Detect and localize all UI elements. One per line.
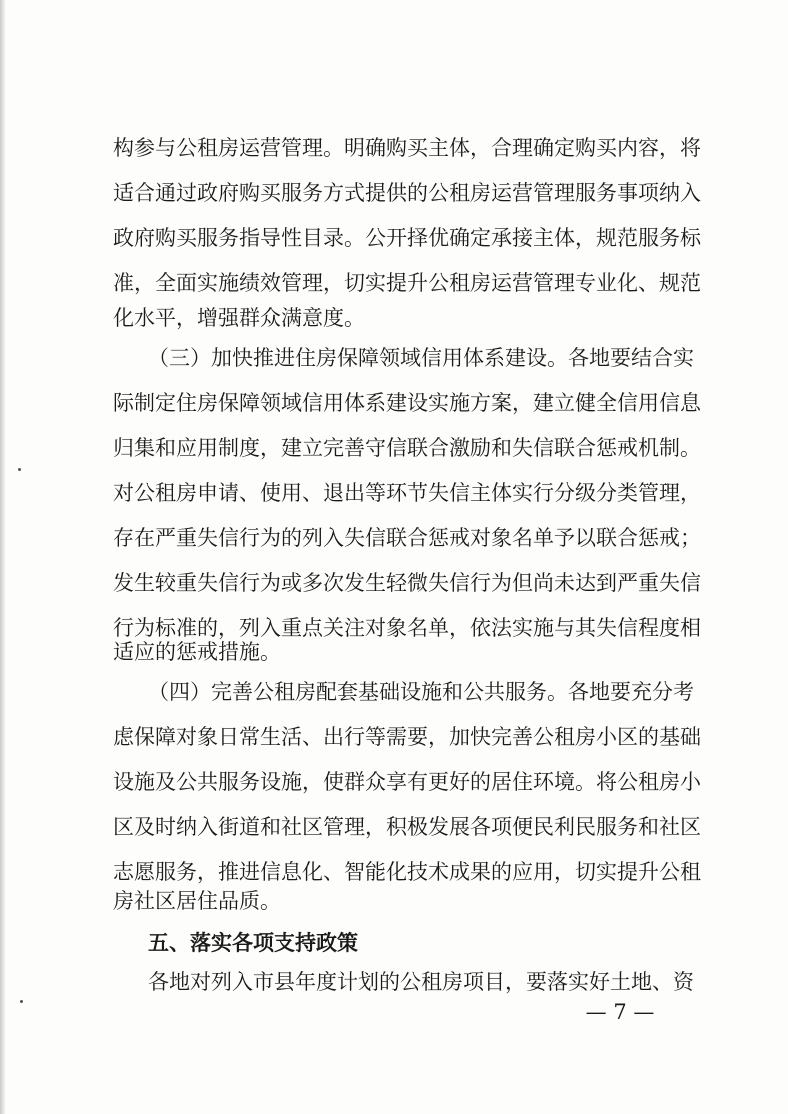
body-line-18: 志愿服务，推进信息化、智能化技术成果的应用，切实提升公租 <box>113 860 701 884</box>
body-line-6: （三）加快推进住房保障领域信用体系建设。各地要结合实 <box>148 346 694 370</box>
body-line-17: 区及时纳入街道和社区管理，积极发展各项便民利民服务和社区 <box>113 815 701 839</box>
body-line-2: 适合通过政府购买服务方式提供的公租房运营管理服务事项纳入 <box>113 181 701 205</box>
body-line-4: 准，全面实施绩效管理，切实提升公租房运营管理专业化、规范 <box>113 271 701 295</box>
body-line-10: 存在严重失信行为的列入失信联合惩戒对象名单予以联合惩戒； <box>113 526 701 550</box>
body-line-5: 化水平，增强群众满意度。 <box>113 306 365 330</box>
body-line-12: 行为标准的，列入重点关注对象名单，依法实施与其失信程度相 <box>113 616 701 640</box>
body-line-15: 虑保障对象日常生活、出行等需要，加快完善公租房小区的基础 <box>113 725 701 749</box>
body-line-7: 际制定住房保障领域信用体系建设实施方案，建立健全信用信息 <box>113 391 701 415</box>
page-number: — 7 — <box>585 1000 655 1024</box>
scan-speck <box>20 1000 23 1003</box>
body-line-16: 设施及公共服务设施，使群众享有更好的居住环境。将公租房小 <box>113 770 701 794</box>
scan-edge-shadow <box>0 0 6 1114</box>
body-line-11: 发生较重失信行为或多次发生轻微失信行为但尚未达到严重失信 <box>113 571 701 595</box>
section-heading: 五、落实各项支持政策 <box>148 931 358 955</box>
body-line-3: 政府购买服务指导性目录。公开择优确定承接主体，规范服务标 <box>113 226 701 250</box>
body-line-14: （四）完善公租房配套基础设施和公共服务。各地要充分考 <box>148 680 694 704</box>
body-line-9: 对公租房申请、使用、退出等环节失信主体实行分级分类管理， <box>113 481 701 505</box>
body-line-19: 房社区居住品质。 <box>113 889 281 913</box>
body-line-20: 各地对列入市县年度计划的公租房项目，要落实好土地、资 <box>148 970 694 994</box>
body-line-13: 适应的惩戒措施。 <box>113 640 281 664</box>
body-line-8: 归集和应用制度，建立完善守信联合激励和失信联合惩戒机制。 <box>113 436 701 460</box>
body-line-1: 构参与公租房运营管理。明确购买主体，合理确定购买内容，将 <box>113 136 701 160</box>
scan-speck <box>18 468 21 471</box>
